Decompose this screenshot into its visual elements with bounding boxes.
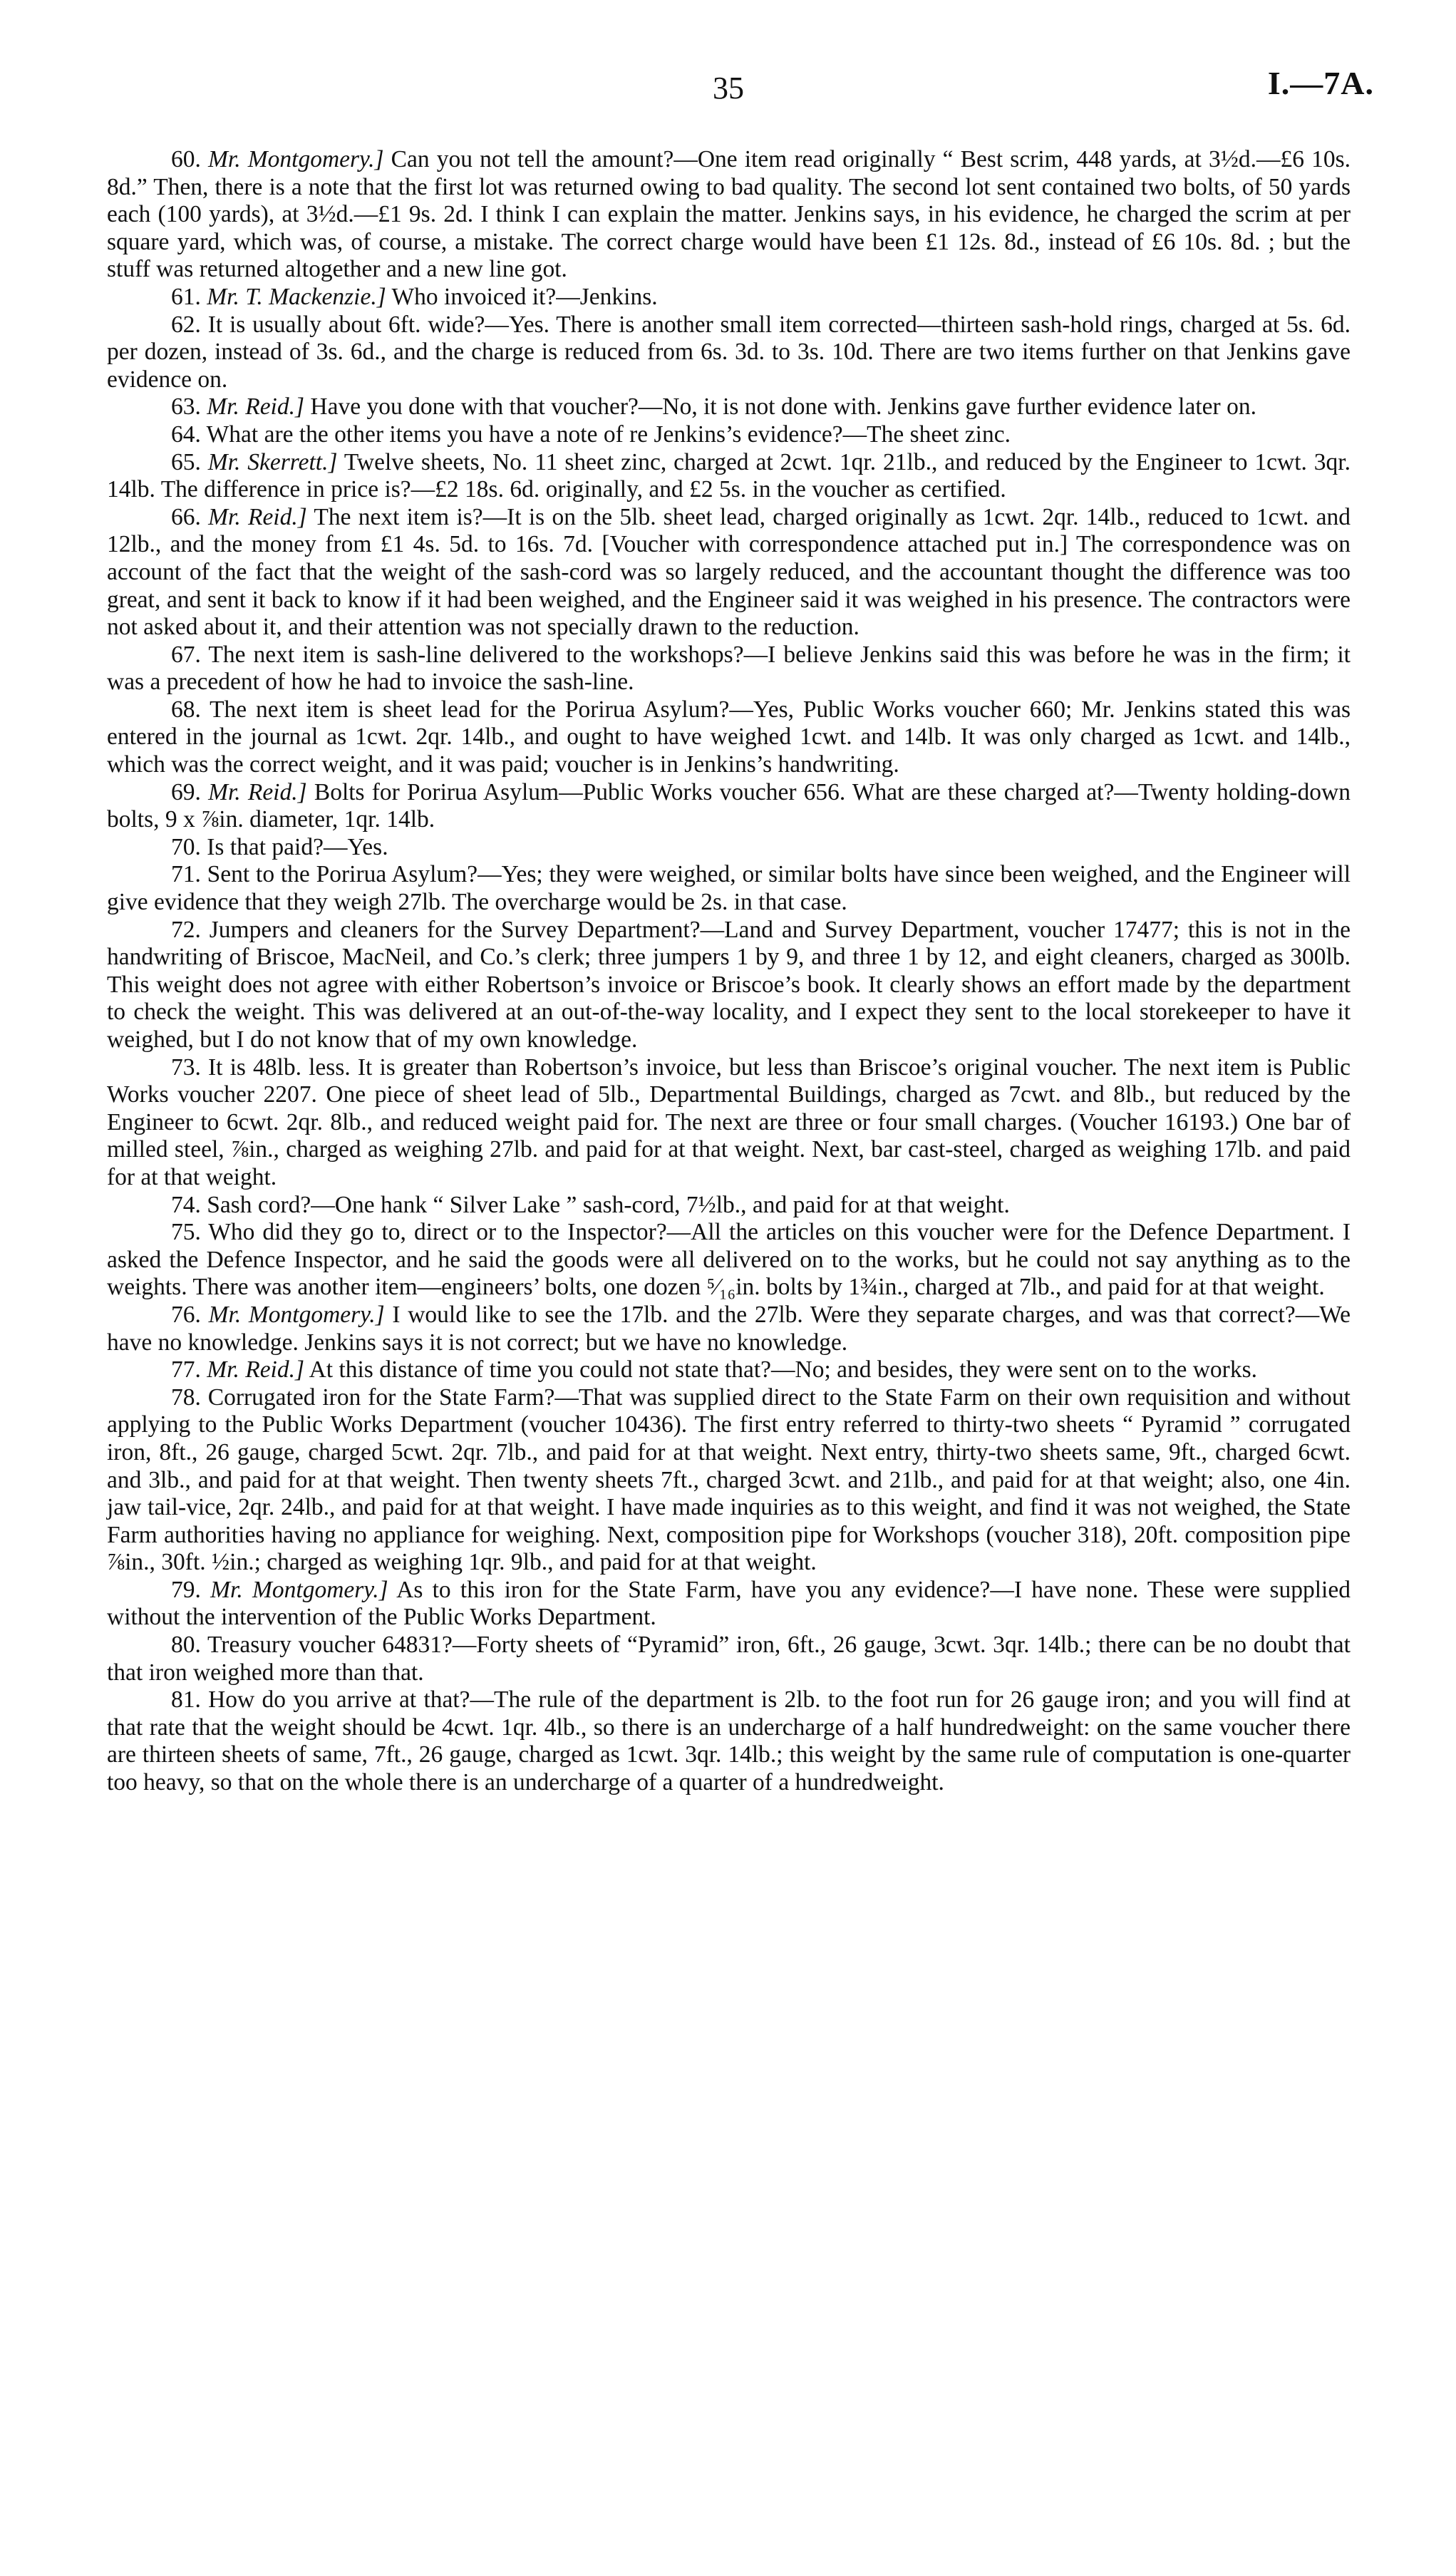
speaker: Mr. Reid.] (208, 778, 307, 805)
paragraph-text: The next item is?—It is on the 5lb. sheet lead, charged originally as 1cwt. 2qr. 14lb., reduced to 1cwt. and 12lb., and the money from £1 4s. 5d. to 16s. 7d. [Voucher with correspondence attached put in.] The correspondence was on account of the fact that the weight of the sash-cord was so largely reduced, and the accountant thought the difference was too great, and sent it back to know if it had been weighed, and the Engineer said it was weighed in his presence. The contractors were not asked about it, and their attention was not specially drawn to the reduction. (107, 503, 1351, 641)
question-number: 65. (171, 448, 201, 475)
paragraph-64 (107, 421, 1351, 449)
paragraph-74 (107, 1192, 1351, 1220)
speaker: Mr. Reid.] (207, 1356, 305, 1384)
paragraph-text: Corrugated iron for the State Farm?—That was supplied direct to the State Farm on their own requisition and without applying to the Public Works Department (voucher 10436). The first entry referred to thirty-two sheets “ Pyramid ” corrugated iron, 8ft., 26 gauge, charged 5cwt. 2qr. 7lb., and paid for at that weight. Next entry, thirty-two sheets same, 9ft., charged 6cwt. and 3lb., and paid for at that weight. Then twenty sheets 7ft., charged 3cwt. and 21lb., and paid for at that weight; also, one 4in. jaw tail-vice, 2qr. 24lb., and paid for at that weight. I have made inquiries as to this weight, and find it was not weighed, the State Farm authorities having no appliance for weighing. Next, composition pipe for Workshops (voucher 318), 20ft. composition pipe ⅞in., 30ft. ½in.; charged as weighing 1qr. 9lb., and paid for at that weight. (107, 1384, 1351, 1576)
speaker: Mr. Reid.] (207, 393, 305, 421)
question-number: 63. (171, 393, 201, 421)
question-number: 78. (171, 1384, 201, 1411)
paragraph-67 (107, 642, 1351, 696)
paragraph-text: As to this iron for the State Farm, have you any evidence?—I have none. These were supplied without the intervention of the Public Works Department. (107, 1576, 1351, 1631)
question-number: 69. (171, 778, 201, 805)
question-number: 74. (171, 1191, 201, 1218)
document-body (107, 146, 1351, 1797)
paragraph-70 (107, 834, 1351, 862)
paragraph-text: Sash cord?—One hank “ Silver Lake ” sash-cord, 7½lb., and paid for at that weight. (207, 1191, 1010, 1218)
paragraph-text: Who did they go to, direct or to the Inspector?—All the articles on this voucher were for the Defence Department. I asked the Defence Inspector, and he said the goods were all delivered on to the works, but he could not say anything as to the weights. There was another item—engineers’ bolts, one dozen ⁵⁄₁₆in. bolts by 1¾in., charged at 7lb., and paid for at that weight. (107, 1219, 1351, 1301)
paragraph-72 (107, 917, 1351, 1054)
paragraph-75 (107, 1219, 1351, 1302)
speaker: Mr. Montgomery.] (208, 1301, 385, 1328)
paragraph-66 (107, 504, 1351, 642)
speaker: Mr. T. Mackenzie.] (207, 283, 386, 310)
speaker: Mr. Montgomery.] (210, 1576, 388, 1603)
question-number: 62. (171, 311, 201, 338)
paragraph-65 (107, 449, 1351, 504)
question-number: 64. (171, 421, 201, 448)
paragraph-text: I would like to see the 17lb. and the 27lb. Were they separate charges, and was that correct?—We have no knowledge. Jenkins says it is not correct; but we have no knowledge. (107, 1301, 1351, 1356)
paragraph-77 (107, 1356, 1351, 1384)
paragraph-79 (107, 1577, 1351, 1632)
page-reference: I.—7A. (1267, 65, 1374, 101)
paragraph-text: Treasury voucher 64831?—Forty sheets of “Pyramid” iron, 6ft., 26 gauge, 3cwt. 3qr. 14lb.; there can be no doubt that that iron weighed more than that. (107, 1632, 1351, 1686)
paragraph-text: How do you arrive at that?—The rule of the department is 2lb. to the foot run for 26 gauge iron; and you will find at that rate that the weight should be 4cwt. 1qr. 4lb., so there is an undercharge of a half hundredweight: on the same voucher there are thirteen sheets of same, 7ft., 26 gauge, charged as 1cwt. 3qr. 14lb.; this weight by the same rule of computation is one-quarter too heavy, so that on the whole there is an undercharge of a quarter of a hundredweight. (107, 1686, 1351, 1796)
question-number: 70. (171, 833, 201, 860)
question-number: 67. (171, 641, 201, 668)
paragraph-80 (107, 1632, 1351, 1686)
paragraph-text: Have you done with that voucher?—No, it is not done with. Jenkins gave further evidence later on. (310, 393, 1256, 421)
question-number: 72. (171, 916, 201, 943)
paragraph-text: Bolts for Porirua Asylum—Public Works voucher 656. What are these charged at?—Twenty holding-down bolts, 9 x ⅞in. diameter, 1qr. 14lb. (107, 778, 1351, 833)
question-number: 73. (171, 1053, 201, 1081)
speaker: Mr. Reid.] (208, 503, 307, 530)
paragraph-text: The next item is sheet lead for the Porirua Asylum?—Yes, Public Works voucher 660; Mr. Jenkins stated this was entered in the journal as 1cwt. 2qr. 14lb., and ought to have weighed 1cwt. and 14lb. It was only charged as 1cwt. and 14lb., which was the correct weight, and it was paid; voucher is in Jenkins’s handwriting. (107, 696, 1351, 778)
question-number: 80. (171, 1632, 201, 1659)
question-number: 77. (171, 1356, 201, 1384)
paragraph-text: Jumpers and cleaners for the Survey Department?—Land and Survey Department, voucher 17477; this is not in the handwriting of Briscoe, MacNeil, and Co.’s clerk; three jumpers 1 by 9, and three 1 by 12, and eight cleaners, charged as 300lb. This weight does not agree with either Robertson’s invoice or Briscoe’s book. It clearly shows an effort made by the department to check the weight. This was delivered at an out-of-the-way locality, and I expect they sent to the local storekeeper to have it weighed, but I do not know that of my own knowledge. (107, 916, 1351, 1053)
page-number: 35 (713, 71, 744, 105)
page-header (0, 57, 1456, 114)
paragraph-text: Can you not tell the amount?—One item read originally “ Best scrim, 448 yards, at 3½d.—£6 10s. 8d.” Then, there is a note that the first lot was returned owing to bad quality. The second lot sent contained two bolts, of 50 yards each (100 yards), at 3½d.—£1 9s. 2d. I think I can explain the matter. Jenkins says, in his evidence, he charged the scrim at per square yard, which was, of course, a mistake. The correct charge would have been £1 12s. 8d., instead of £6 10s. 8d. ; but the stuff was returned altogether and a new line got. (107, 146, 1351, 283)
paragraph-text: The next item is sash-line delivered to the workshops?—I believe Jenkins said this was before he was in the firm; it was a precedent of how he had to invoice the sash-line. (107, 641, 1351, 696)
paragraph-68 (107, 696, 1351, 779)
question-number: 81. (171, 1686, 201, 1714)
paragraph-76 (107, 1302, 1351, 1356)
paragraph-text: It is usually about 6ft. wide?—Yes. There is another small item corrected—thirteen sash-hold rings, charged at 5s. 6d. per dozen, instead of 3s. 6d., and the charge is reduced from 6s. 3d. to 3s. 10d. There are two items further on that Jenkins gave evidence on. (107, 311, 1351, 393)
paragraph-63 (107, 393, 1351, 421)
speaker: Mr. Skerrett.] (207, 448, 338, 475)
paragraph-61 (107, 284, 1351, 311)
paragraph-69 (107, 779, 1351, 834)
paragraph-text: Sent to the Porirua Asylum?—Yes; they were weighed, or similar bolts have since been weighed, and the Engineer will give evidence that they weigh 27lb. The overcharge would be 2s. in that case. (107, 861, 1351, 916)
paragraph-text: What are the other items you have a note of re Jenkins’s evidence?—The sheet zinc. (206, 421, 1011, 448)
paragraph-78 (107, 1384, 1351, 1577)
paragraph-62 (107, 311, 1351, 394)
paragraph-71 (107, 861, 1351, 916)
paragraph-text: Twelve sheets, No. 11 sheet zinc, charged at 2cwt. 1qr. 21lb., and reduced by the Engineer to 1cwt. 3qr. 14lb. The difference in price is?—£2 18s. 6d. originally, and £2 5s. in the voucher as certified. (107, 448, 1351, 503)
paragraph-60 (107, 146, 1351, 284)
paragraph-text: At this distance of time you could not state that?—No; and besides, they were sent on to the works. (309, 1356, 1257, 1384)
paragraph-73 (107, 1054, 1351, 1192)
speaker: Mr. Montgomery.] (208, 146, 384, 172)
question-number: 76. (171, 1301, 201, 1328)
paragraph-text: Who invoiced it?—Jenkins. (391, 283, 658, 310)
paragraph-81 (107, 1686, 1351, 1796)
question-number: 75. (171, 1219, 201, 1246)
paragraph-text: It is 48lb. less. It is greater than Robertson’s invoice, but less than Briscoe’s original voucher. The next item is Public Works voucher 2207. One piece of sheet lead of 5lb., Departmental Buildings, charged as 7cwt. and 8lb., but reduced by the Engineer to 6cwt. 2qr. 8lb., and reduced weight paid for. The next are three or four small charges. (Voucher 16193.) One bar of milled steel, ⅞in., charged as weighing 27lb. and paid for at that weight. Next, bar cast-steel, charged as weighing 17lb. and paid for at that weight. (107, 1053, 1351, 1190)
question-number: 66. (171, 503, 201, 530)
question-number: 79. (171, 1576, 201, 1603)
paragraph-text: Is that paid?—Yes. (207, 833, 388, 860)
question-number: 61. (171, 283, 201, 310)
question-number: 68. (171, 696, 201, 723)
question-number: 71. (171, 861, 201, 888)
question-number: 60. (171, 146, 201, 172)
